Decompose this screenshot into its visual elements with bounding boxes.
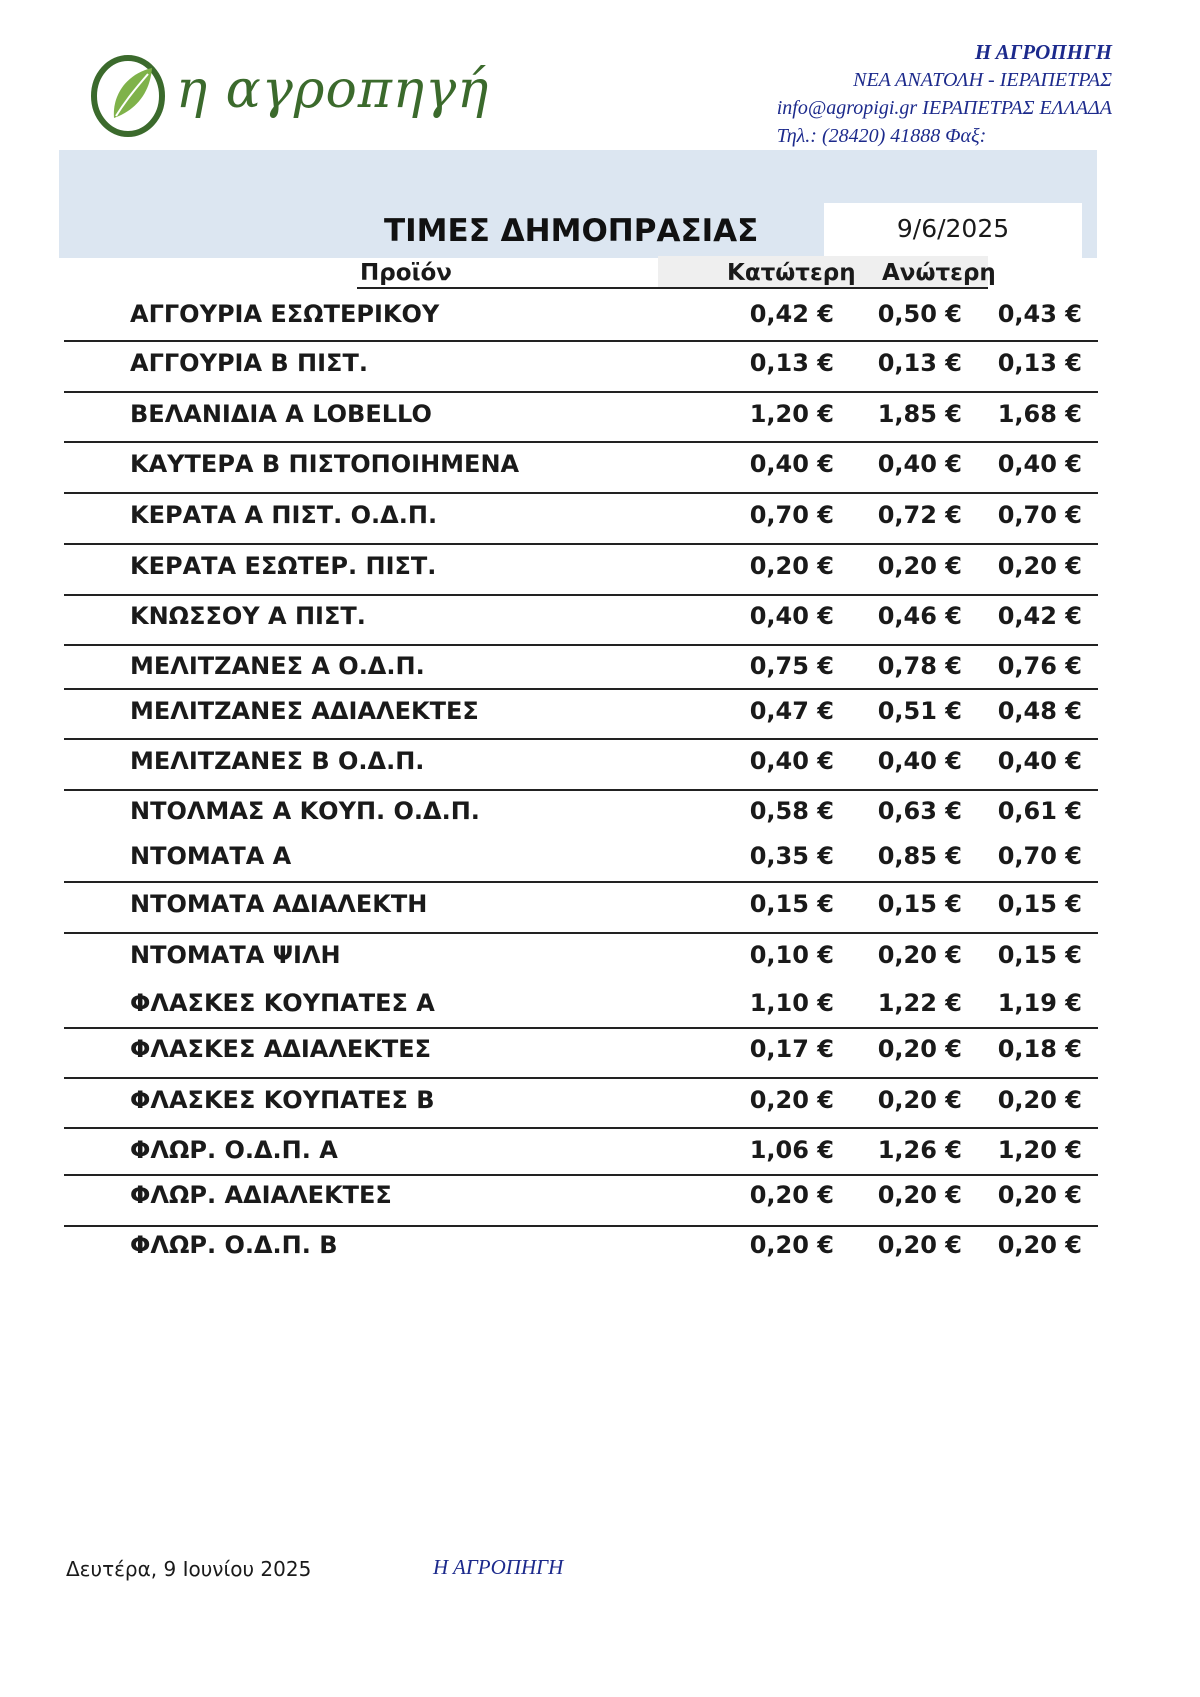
table-row <box>0 444 1200 484</box>
price-average: 0,43 € <box>997 300 1082 328</box>
table-row <box>0 884 1200 924</box>
table-row <box>0 836 1200 876</box>
table-row <box>0 1130 1200 1170</box>
price-average: 0,40 € <box>997 450 1082 478</box>
price-high: 0,20 € <box>877 552 962 580</box>
product-name: ΝΤΟΜΑΤΑ ΨΙΛΗ <box>130 941 341 969</box>
table-row <box>0 691 1200 731</box>
price-low: 0,13 € <box>749 349 834 377</box>
column-header-low: Κατώτερη <box>727 260 856 286</box>
price-high: 0,20 € <box>877 1086 962 1114</box>
price-low: 0,10 € <box>749 941 834 969</box>
price-high: 0,72 € <box>877 501 962 529</box>
price-low: 0,42 € <box>749 300 834 328</box>
price-high: 0,20 € <box>877 1181 962 1209</box>
company-info <box>777 38 1112 150</box>
product-name: ΦΛΑΣΚΕΣ ΑΔΙΑΛΕΚΤΕΣ <box>130 1035 432 1063</box>
product-name: ΝΤΟΛΜΑΣ Α ΚΟΥΠ. Ο.Δ.Π. <box>130 797 480 825</box>
product-name: ΑΓΓΟΥΡΙΑ Β ΠΙΣΤ. <box>130 349 368 377</box>
price-average: 0,40 € <box>997 747 1082 775</box>
price-high: 0,20 € <box>877 1035 962 1063</box>
price-high: 0,40 € <box>877 450 962 478</box>
price-low: 0,58 € <box>749 797 834 825</box>
price-average: 0,61 € <box>997 797 1082 825</box>
product-name: ΦΛΩΡ. Ο.Δ.Π. Β <box>130 1231 338 1259</box>
product-name: ΜΕΛΙΤΖΑΝΕΣ ΑΔΙΑΛΕΚΤΕΣ <box>130 697 479 725</box>
row-divider <box>64 1225 1098 1227</box>
price-average: 0,18 € <box>997 1035 1082 1063</box>
column-header-underline <box>357 287 988 289</box>
price-high: 1,22 € <box>877 989 962 1017</box>
date-box <box>824 203 1082 258</box>
price-low: 0,20 € <box>749 1231 834 1259</box>
table-row <box>0 546 1200 586</box>
price-high: 0,78 € <box>877 652 962 680</box>
page-title: ΤΙΜΕΣ ΔΗΜΟΠΡΑΣΙΑΣ <box>384 213 759 249</box>
row-divider <box>64 644 1098 646</box>
price-high: 0,13 € <box>877 349 962 377</box>
product-name: ΑΓΓΟΥΡΙΑ ΕΣΩΤΕΡΙΚΟΥ <box>130 300 440 328</box>
column-header-high: Ανώτερη <box>882 260 996 286</box>
product-name: ΚΑΥΤΕΡΑ Β ΠΙΣΤΟΠΟΙΗΜΕΝΑ <box>130 450 520 478</box>
price-average: 1,20 € <box>997 1136 1082 1164</box>
product-name: ΒΕΛΑΝΙΔΙΑ Α LOBELLO <box>130 400 432 428</box>
price-low: 0,47 € <box>749 697 834 725</box>
table-row <box>0 1225 1200 1265</box>
row-divider <box>64 543 1098 545</box>
price-average: 0,13 € <box>997 349 1082 377</box>
table-row <box>0 343 1200 383</box>
column-header-product: Προϊόν <box>360 260 452 286</box>
row-divider <box>64 1027 1098 1029</box>
footer-company: Η ΑΓΡΟΠΗΓΗ <box>433 1555 564 1579</box>
price-low: 0,70 € <box>749 501 834 529</box>
company-phone: Τηλ.: (28420) 41888 Φαξ: <box>776 125 987 147</box>
price-average: 0,15 € <box>997 890 1082 918</box>
row-divider <box>64 492 1098 494</box>
table-row <box>0 741 1200 781</box>
price-low: 0,20 € <box>749 1181 834 1209</box>
company-address: ΝΕΑ ΑΝΑΤΟΛΗ - ΙΕΡΑΠΕΤΡΑΣ <box>853 69 1112 91</box>
price-average: 0,15 € <box>997 941 1082 969</box>
table-row <box>0 596 1200 636</box>
auction-date: 9/6/2025 <box>896 214 1010 243</box>
product-name: ΦΛΩΡ. Ο.Δ.Π. Α <box>130 1136 338 1164</box>
row-divider <box>64 688 1098 690</box>
product-name: ΜΕΛΙΤΖΑΝΕΣ Α Ο.Δ.Π. <box>130 652 425 680</box>
row-divider <box>64 881 1098 883</box>
row-divider <box>64 391 1098 393</box>
company-name: Η ΑΓΡΟΠΗΓΗ <box>974 40 1112 64</box>
price-low: 0,17 € <box>749 1035 834 1063</box>
price-high: 0,85 € <box>877 842 962 870</box>
price-low: 0,40 € <box>749 602 834 630</box>
price-average: 0,48 € <box>997 697 1082 725</box>
price-high: 0,40 € <box>877 747 962 775</box>
table-row <box>0 1029 1200 1069</box>
logo <box>84 44 490 144</box>
footer-date: Δευτέρα, 9 Ιουνίου 2025 <box>66 1557 312 1581</box>
price-average: 0,20 € <box>997 1181 1082 1209</box>
price-low: 1,20 € <box>749 400 834 428</box>
product-name: ΦΛΑΣΚΕΣ ΚΟΥΠΑΤΕΣ Α <box>130 989 435 1017</box>
row-divider <box>64 932 1098 934</box>
product-name: ΚΕΡΑΤΑ ΕΣΩΤΕΡ. ΠΙΣΤ. <box>130 552 437 580</box>
product-name: ΝΤΟΜΑΤΑ ΑΔΙΑΛΕΚΤΗ <box>130 890 428 918</box>
price-average: 0,76 € <box>997 652 1082 680</box>
table-row <box>0 983 1200 1023</box>
table-row <box>0 394 1200 434</box>
price-low: 0,40 € <box>749 747 834 775</box>
price-average: 0,20 € <box>997 1231 1082 1259</box>
row-divider <box>64 1174 1098 1176</box>
price-low: 0,20 € <box>749 1086 834 1114</box>
product-name: ΝΤΟΜΑΤΑ Α <box>130 842 292 870</box>
product-name: ΜΕΛΙΤΖΑΝΕΣ Β Ο.Δ.Π. <box>130 747 425 775</box>
table-row <box>0 1175 1200 1215</box>
product-name: ΦΛΩΡ. ΑΔΙΑΛΕΚΤΕΣ <box>130 1181 392 1209</box>
logo-text: η αγροπηγή <box>176 60 490 120</box>
price-low: 0,20 € <box>749 552 834 580</box>
price-high: 1,85 € <box>877 400 962 428</box>
price-high: 0,20 € <box>877 941 962 969</box>
product-name: ΚΝΩΣΣΟΥ Α ΠΙΣΤ. <box>130 602 366 630</box>
price-high: 0,15 € <box>877 890 962 918</box>
table-row <box>0 791 1200 831</box>
row-divider <box>64 789 1098 791</box>
price-high: 0,20 € <box>877 1231 962 1259</box>
row-divider <box>64 340 1098 342</box>
price-high: 0,63 € <box>877 797 962 825</box>
leaf-logo-icon <box>84 48 174 138</box>
price-low: 0,40 € <box>749 450 834 478</box>
row-divider <box>64 738 1098 740</box>
price-high: 1,26 € <box>877 1136 962 1164</box>
price-low: 0,75 € <box>749 652 834 680</box>
row-divider <box>64 1127 1098 1129</box>
product-name: ΦΛΑΣΚΕΣ ΚΟΥΠΑΤΕΣ Β <box>130 1086 435 1114</box>
table-row <box>0 646 1200 686</box>
price-average: 1,68 € <box>997 400 1082 428</box>
table-row <box>0 495 1200 535</box>
price-high: 0,51 € <box>877 697 962 725</box>
price-average: 0,20 € <box>997 1086 1082 1114</box>
price-average: 0,70 € <box>997 842 1082 870</box>
price-low: 1,10 € <box>749 989 834 1017</box>
table-row <box>0 1080 1200 1120</box>
row-divider <box>64 441 1098 443</box>
price-low: 1,06 € <box>749 1136 834 1164</box>
price-average: 1,19 € <box>997 989 1082 1017</box>
row-divider <box>64 594 1098 596</box>
price-average: 0,70 € <box>997 501 1082 529</box>
row-divider <box>64 1077 1098 1079</box>
price-low: 0,35 € <box>749 842 834 870</box>
price-average: 0,20 € <box>997 552 1082 580</box>
price-high: 0,50 € <box>877 300 962 328</box>
table-row <box>0 935 1200 975</box>
price-high: 0,46 € <box>877 602 962 630</box>
company-email[interactable]: info@agropigi.gr ΙΕΡΑΠΕΤΡΑΣ ΕΛΛΑΔΑ <box>776 97 1112 119</box>
price-average: 0,42 € <box>997 602 1082 630</box>
product-name: ΚΕΡΑΤΑ Α ΠΙΣΤ. Ο.Δ.Π. <box>130 501 438 529</box>
price-low: 0,15 € <box>749 890 834 918</box>
table-row <box>0 294 1200 334</box>
